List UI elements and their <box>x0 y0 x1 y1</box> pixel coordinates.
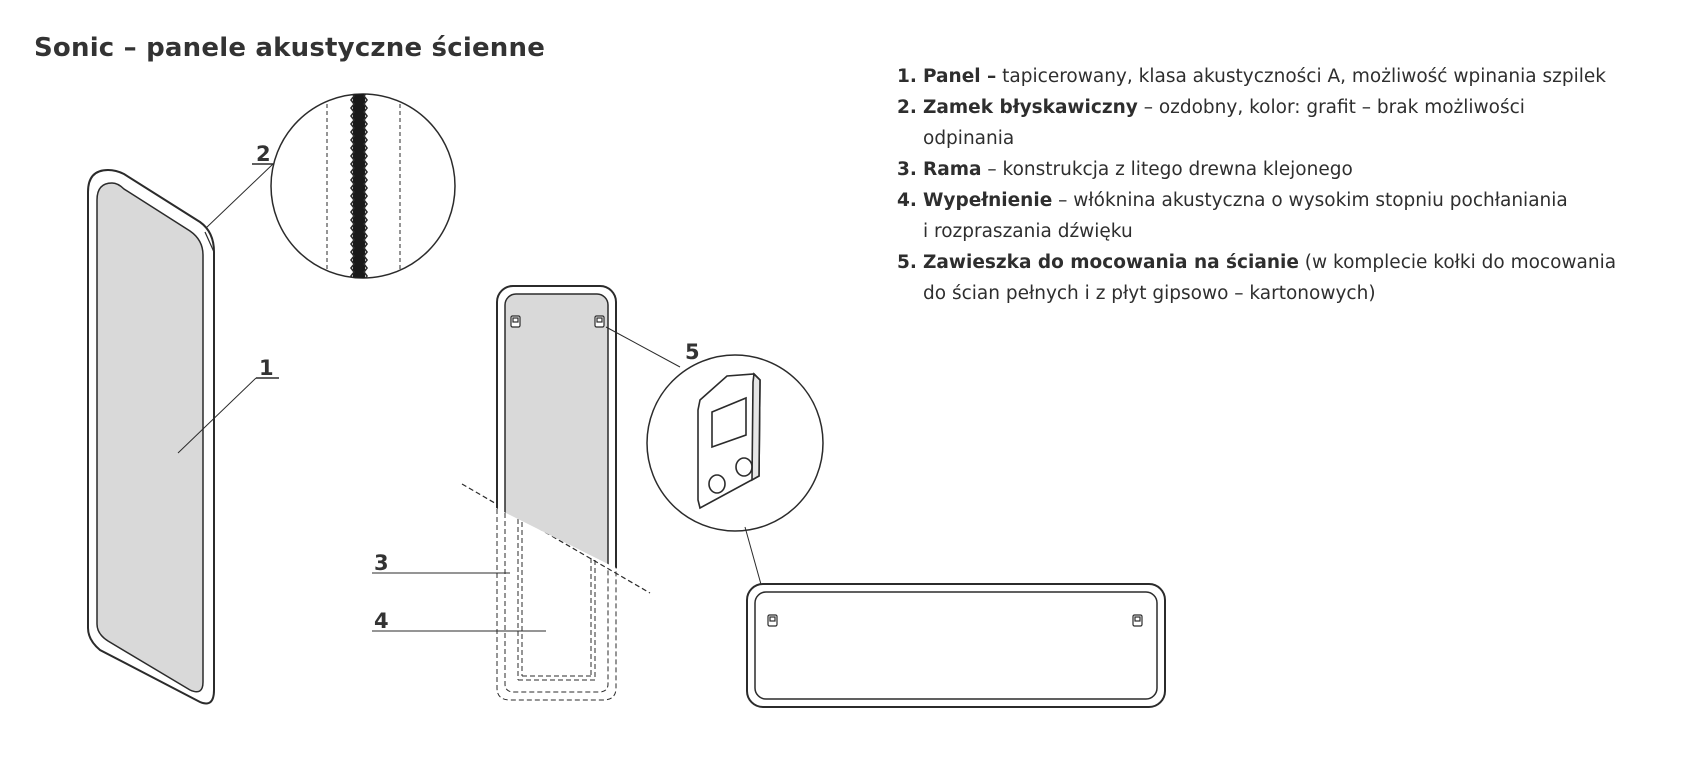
legend-description-cont: odpinania <box>923 128 1015 149</box>
legend-term: Wypełnienie <box>923 190 1053 211</box>
legend-number: 4. <box>897 190 917 211</box>
callout-label-1: 1 <box>259 356 274 380</box>
callout-5 <box>606 327 700 367</box>
callout-label-2: 2 <box>256 142 271 166</box>
legend-description: – ozdobny, kolor: grafit – brak możliwości <box>1137 97 1525 118</box>
legend-description-cont: i rozpraszania dźwięku <box>923 221 1133 242</box>
callout-label-3: 3 <box>374 551 389 575</box>
page-title: Sonic – panele akustyczne ścienne <box>34 33 546 63</box>
legend-description: – konstrukcja z litego drewna klejonego <box>981 159 1353 180</box>
legend-description: – włóknina akustyczna o wysokim stopniu pochłaniania <box>1052 190 1568 211</box>
callout-label-4: 4 <box>374 609 389 633</box>
legend-term: Zamek błyskawiczny <box>923 97 1138 118</box>
hanger-detail-circle <box>647 355 823 532</box>
legend-item <box>897 154 1677 185</box>
legend-term: Panel – <box>923 66 997 87</box>
legend-list <box>897 61 1677 309</box>
callout-label-5: 5 <box>685 340 700 364</box>
zipper-detail-circle <box>271 90 455 290</box>
legend-description-cont: do ścian pełnych i z płyt gipsowo – kartonowych) <box>923 283 1376 304</box>
panel-horizontal <box>747 584 1165 707</box>
legend-item <box>897 185 1677 247</box>
legend-description: tapicerowany, klasa akustyczności A, możliwość wpinania szpilek <box>996 66 1606 87</box>
panel-back-cutaway <box>462 286 650 706</box>
legend-item <box>897 61 1677 92</box>
legend-number: 2. <box>897 97 917 118</box>
legend-description: (w komplecie kołki do mocowania <box>1298 252 1617 273</box>
legend-number: 3. <box>897 159 917 180</box>
callout-2 <box>206 142 275 228</box>
legend-number: 5. <box>897 252 917 273</box>
legend-item <box>897 92 1677 154</box>
legend-item <box>897 247 1677 309</box>
legend-term: Rama <box>923 159 982 180</box>
legend-number: 1. <box>897 66 917 87</box>
callout-3 <box>372 551 510 575</box>
legend-term: Zawieszka do mocowania na ścianie <box>923 252 1299 273</box>
callout-4 <box>372 609 546 633</box>
